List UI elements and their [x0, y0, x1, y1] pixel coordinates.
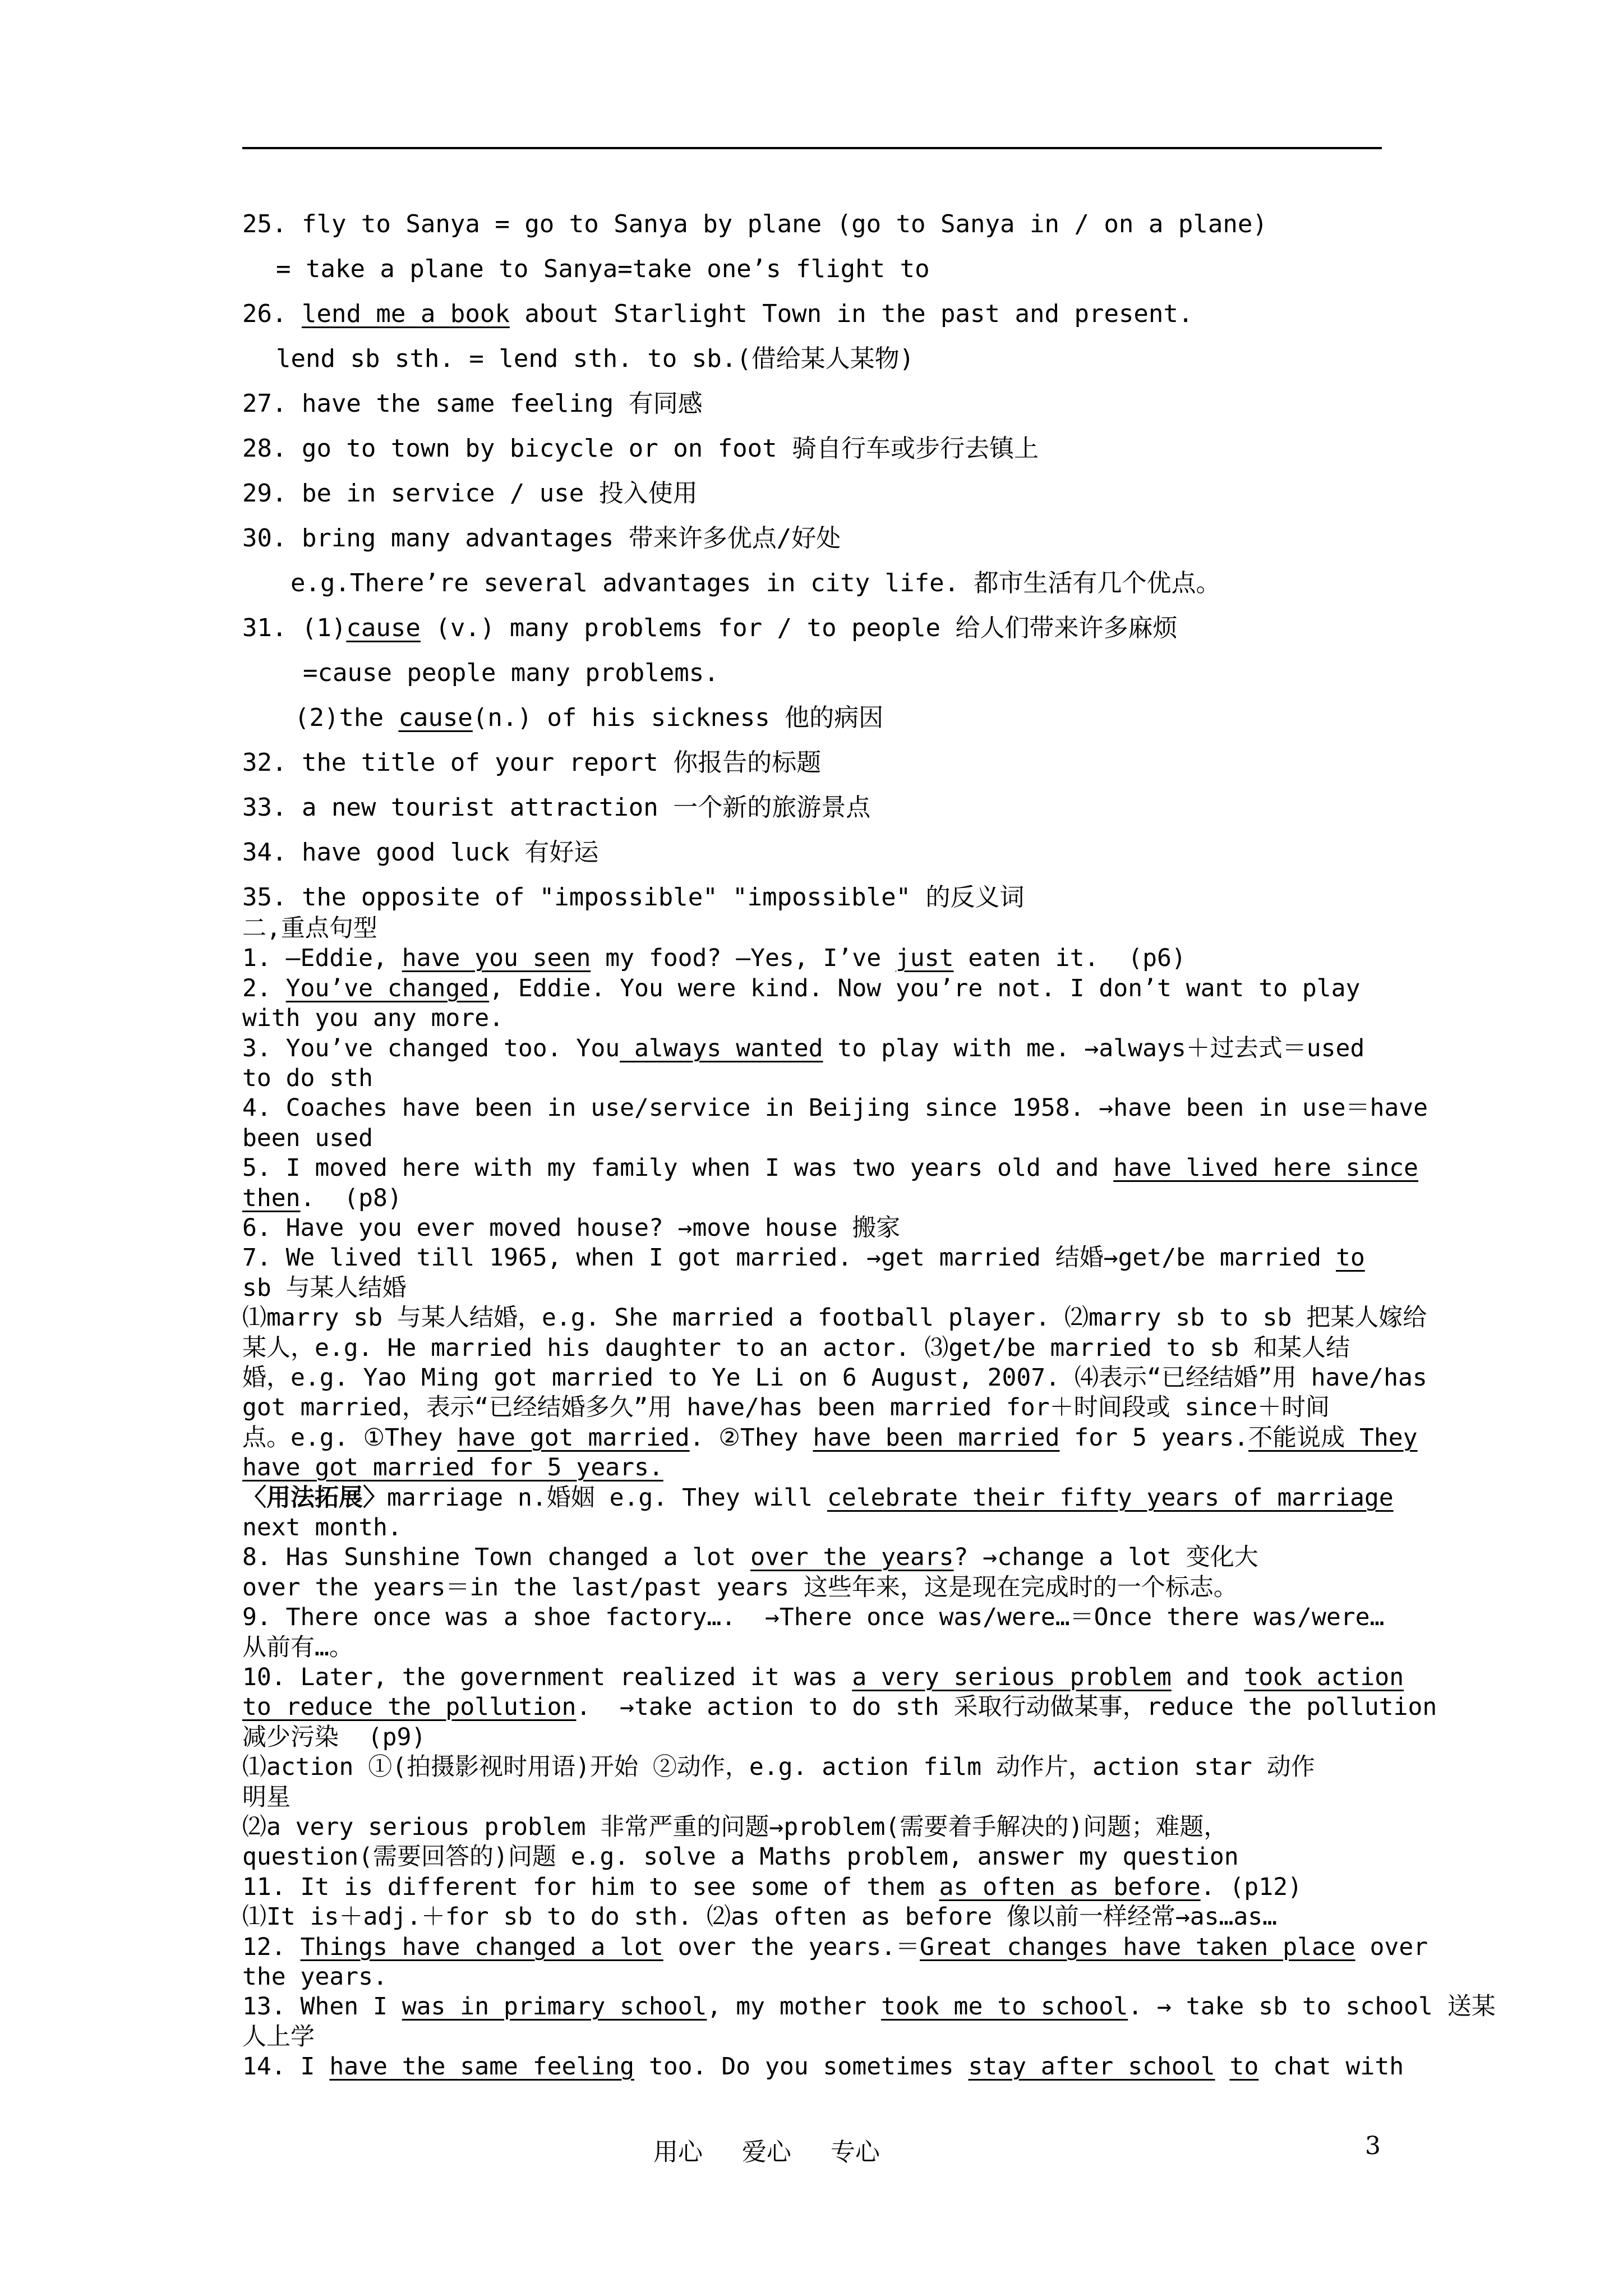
underlined-phrase: just	[895, 944, 954, 972]
text-segment	[1215, 2053, 1230, 2081]
text-segment: ⑴It is＋adj.＋for sb to do sth. ⑵as often as before 像以前一样经常→as…as…	[242, 1903, 1278, 1931]
text-line	[242, 840, 598, 865]
text-line	[242, 1995, 1496, 2019]
text-line	[242, 1453, 663, 1481]
text-segment: 婚，e.g. Yao Ming got married to Ye Li on 6 August, 2007. ⑷表示“已经结婚”用 have/has	[242, 1364, 1427, 1392]
text-segment: and	[1171, 1663, 1244, 1691]
underlined-phrase: Great changes have taken place	[920, 1933, 1355, 1961]
underlined-phrase: took action	[1244, 1663, 1404, 1691]
text-line	[242, 1783, 291, 1811]
bold-heading: 〈用法拓展〉	[242, 1484, 387, 1512]
footer-motto: 用心 爱心 专心	[653, 2138, 880, 2166]
underlined-phrase: to	[1335, 1244, 1365, 1272]
text-line	[242, 526, 841, 551]
underlined-phrase: celebrate their fifty years of marriage	[827, 1484, 1394, 1512]
text-line	[242, 616, 1178, 641]
underlined-phrase: have been married	[813, 1424, 1060, 1452]
text-line	[242, 1513, 402, 1542]
text-line	[291, 571, 1221, 596]
text-segment: . → take sb to school 送某	[1128, 1993, 1496, 2021]
text-segment: sb 与某人结婚	[242, 1274, 407, 1302]
text-segment: 33. a new tourist attraction 一个新的旅游景点	[242, 793, 871, 822]
underlined-phrase: You’ve changed	[285, 974, 490, 1002]
text-line	[242, 1905, 1277, 1929]
text-segment: 30. bring many advantages 带来许多优点/好处	[242, 524, 841, 553]
text-segment: 11. It is different for him to see some of them	[242, 1873, 939, 1901]
text-line	[242, 974, 1361, 1002]
text-line	[242, 1216, 900, 1240]
underlined-phrase: always wanted	[620, 1034, 823, 1062]
page-number: 3	[1365, 2132, 1381, 2160]
underlined-phrase: over the years	[750, 1543, 954, 1571]
text-segment: 2.	[242, 974, 286, 1002]
text-segment: 5. I moved here with my family when I was two years old and	[242, 1154, 1114, 1182]
text-line	[242, 946, 1186, 970]
text-segment: 4. Coaches have been in use/service in Beijing since 1958. →have been in use＝have	[242, 1094, 1428, 1122]
underlined-phrase: stay after school	[968, 2053, 1215, 2081]
text-line	[242, 2055, 1404, 2079]
text-segment: (2)the	[294, 703, 399, 732]
text-segment: ⑴marry sb 与某人结婚，e.g. She married a football player. ⑵marry sb to sb 把某人嫁给	[242, 1304, 1427, 1332]
text-segment: over the years.＝	[663, 1933, 920, 1961]
text-line	[242, 1545, 1258, 1570]
underlined-phrase: cause	[346, 614, 421, 642]
text-segment: 13. When I	[242, 1993, 402, 2021]
text-segment: 25. fly to Sanya = go to Sanya by plane (go to Sanya in / on a plane)	[242, 210, 1267, 238]
text-segment: 减少污染 (p9)	[242, 1723, 426, 1751]
text-line	[242, 1665, 1404, 1690]
text-line	[242, 2025, 315, 2049]
underlined-phrase: a very serious problem	[852, 1663, 1172, 1691]
text-line	[242, 1426, 1418, 1450]
text-segment: for 5 years.	[1059, 1424, 1249, 1452]
text-segment: been used	[242, 1124, 373, 1152]
header-rule	[242, 147, 1382, 149]
text-line	[242, 1695, 1437, 1719]
text-segment: 6. Have you ever moved house? →move house 搬家	[242, 1214, 901, 1242]
text-segment: 14. I	[242, 2053, 330, 2081]
text-line	[242, 1034, 1365, 1062]
underlined-phrase: was in primary school	[402, 1993, 707, 2021]
text-line	[242, 885, 1025, 910]
text-segment: =cause people many problems.	[303, 659, 719, 687]
text-segment: e.g.There’re several advantages in city life. 都市生活有几个优点。	[291, 569, 1221, 597]
underlined-phrase: as often as before	[939, 1873, 1201, 1901]
text-line	[242, 1845, 1239, 1869]
text-segment: . (p8)	[300, 1184, 402, 1212]
text-line	[242, 302, 1193, 326]
text-segment: my food? —Yes, I’ve	[591, 944, 896, 972]
text-line	[242, 1366, 1427, 1390]
underlined-phrase: have got married for 5 years.	[242, 1453, 663, 1481]
underlined-phrase: have got married	[457, 1424, 690, 1452]
text-line	[242, 1486, 1394, 1510]
text-segment: = take a plane to Sanya=take one’s flight to	[276, 255, 930, 283]
text-segment: 从前有…。	[242, 1634, 353, 1662]
text-line	[242, 1006, 504, 1030]
text-segment: , Eddie. You were kind. Now you’re not. I don’t want to play	[489, 974, 1361, 1002]
text-line	[242, 795, 870, 820]
text-segment: 28. go to town by bicycle or on foot 骑自行车或步行去镇上	[242, 434, 1039, 463]
text-segment: chat with	[1258, 2053, 1404, 2081]
text-segment: about Starlight Town in the past and present.	[509, 300, 1193, 328]
text-segment: 人上学	[242, 2023, 315, 2051]
text-segment: 31. (1)	[242, 614, 347, 642]
text-segment: with you any more.	[242, 1004, 504, 1032]
text-segment: to do sth	[242, 1064, 373, 1092]
text-segment: the years.	[242, 1963, 388, 1991]
text-line	[242, 1935, 1428, 1959]
text-segment: . →take action to do sth 采取行动做某事，reduce the pollution	[576, 1693, 1437, 1721]
text-segment: . ②They	[689, 1424, 813, 1452]
text-segment: 9. There once was a shoe factory…. →There once was/were…＝Once there was/were…	[242, 1603, 1385, 1631]
text-segment: got married，表示“已经结婚多久”用 have/has been married for＋时间段或 since＋时间	[242, 1393, 1330, 1421]
text-segment: over	[1355, 1933, 1428, 1961]
text-line	[242, 914, 377, 942]
text-segment: over the years＝in the last/past years 这些年来，这是现在完成时的一个标志。	[242, 1573, 1238, 1602]
text-segment: 34. have good luck 有好运	[242, 838, 599, 867]
text-segment: 10. Later, the government realized it was	[242, 1663, 852, 1691]
text-segment: ⑴action ①(拍摄影视时用语)开始 ②动作，e.g. action film 动作片，action star 动作	[242, 1753, 1315, 1781]
underlined-phrase: cause	[398, 703, 473, 732]
text-segment: 27. have the same feeling 有同感	[242, 389, 703, 418]
text-segment: 7. We lived till 1965, when I got married. →get married 结婚→get/be married	[242, 1244, 1336, 1272]
text-line	[242, 212, 1267, 237]
text-segment: ⑵a very serious problem 非常严重的问题→problem(需要着手解决的)问题；难题，	[242, 1813, 1228, 1841]
text-segment: 1. —Eddie,	[242, 944, 402, 972]
underlined-phrase: then	[242, 1184, 301, 1212]
text-line	[242, 1573, 1238, 1602]
underlined-phrase: lend me a book	[301, 300, 510, 328]
underlined-phrase: to	[1229, 2053, 1259, 2081]
text-line	[242, 1156, 1418, 1180]
text-line	[242, 1636, 353, 1660]
text-segment: too. Do you sometimes	[634, 2053, 969, 2081]
underlined-phrase: have you seen	[402, 944, 591, 972]
text-line	[242, 1815, 1228, 1839]
text-line	[242, 1605, 1384, 1630]
text-line	[242, 1186, 402, 1211]
text-line	[242, 1336, 1350, 1360]
text-segment: 29. be in service / use 投入使用	[242, 479, 698, 508]
text-line	[242, 1393, 1330, 1421]
text-segment: next month.	[242, 1513, 402, 1542]
text-line	[242, 1066, 373, 1091]
text-segment: 3. You’ve changed too. You	[242, 1034, 620, 1062]
text-segment: ? →change a lot 变化大	[953, 1543, 1258, 1571]
text-segment: eaten it. (p6)	[953, 944, 1186, 972]
text-line	[242, 1096, 1428, 1120]
text-line	[303, 661, 719, 685]
text-line	[242, 1755, 1315, 1779]
text-line	[276, 344, 915, 373]
text-segment: (v.) many problems for / to people 给人们带来许多麻烦	[420, 614, 1178, 642]
text-line	[242, 1126, 373, 1151]
text-line	[242, 1965, 388, 1989]
text-segment: marriage n.婚姻 e.g. They will	[387, 1484, 827, 1512]
text-segment: . (p12)	[1200, 1873, 1302, 1901]
text-segment: 点。e.g. ①They	[242, 1424, 458, 1452]
underlined-phrase: 不能说成 They	[1248, 1424, 1418, 1452]
text-segment: 26.	[242, 300, 302, 328]
text-segment: 32. the title of your report 你报告的标题	[242, 748, 822, 777]
text-segment: to play with me. →always＋过去式＝used	[823, 1034, 1365, 1062]
text-segment: 35. the opposite of "impossible" "impossible" 的反义词	[242, 883, 1025, 912]
underlined-phrase: have the same feeling	[329, 2053, 634, 2081]
text-segment: , my mother	[707, 1993, 882, 2021]
text-segment: 12.	[242, 1933, 301, 1961]
text-line	[242, 389, 703, 418]
text-line	[242, 1306, 1427, 1330]
text-segment: 二,重点句型	[242, 914, 377, 942]
text-line	[242, 436, 1039, 461]
text-segment: lend sb sth. = lend sth. to sb.(借给某人某物)	[276, 344, 915, 373]
text-line	[242, 748, 822, 777]
text-line	[242, 481, 698, 506]
underlined-phrase: took me to school	[881, 1993, 1128, 2021]
text-segment: question(需要回答的)问题 e.g. solve a Maths problem, answer my question	[242, 1843, 1239, 1871]
text-line	[294, 703, 884, 732]
underlined-phrase: have lived here since	[1113, 1154, 1418, 1182]
text-line	[242, 1875, 1302, 1899]
text-line	[276, 257, 930, 282]
text-segment: 某人，e.g. He married his daughter to an actor. ⑶get/be married to sb 和某人结	[242, 1334, 1350, 1362]
text-line	[242, 1723, 426, 1751]
text-line	[242, 1276, 407, 1300]
text-segment: 明星	[242, 1783, 291, 1811]
underlined-phrase: to reduce the pollution	[242, 1693, 577, 1721]
underlined-phrase: Things have changed a lot	[300, 1933, 663, 1961]
text-line	[242, 1246, 1365, 1270]
text-segment: (n.) of his sickness 他的病因	[472, 703, 884, 732]
text-segment: 8. Has Sunshine Town changed a lot	[242, 1543, 751, 1571]
